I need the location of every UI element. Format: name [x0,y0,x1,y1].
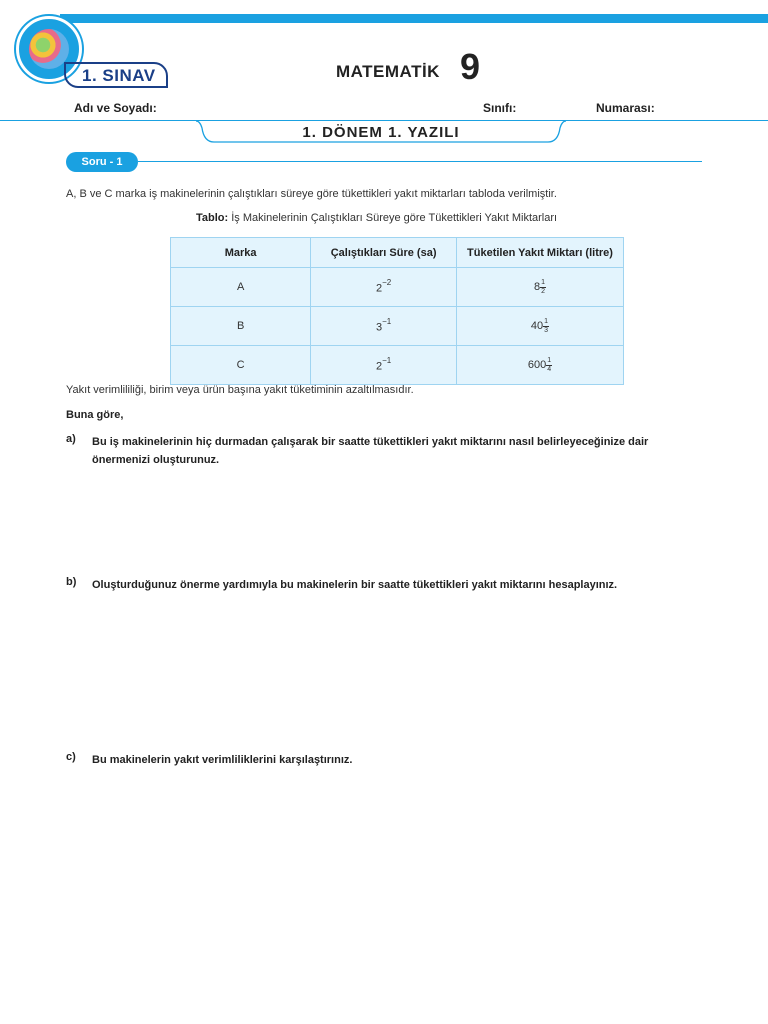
table-header: Çalıştıkları Süre (sa) [311,238,457,268]
brand-cell: A [171,268,311,307]
table-row [171,346,624,385]
top-accent-bar [60,14,768,23]
time-cell: $2^{-2}$ [311,268,457,307]
fuel-cell: 40 $\frac{1}{3}$ [456,307,623,346]
efficiency-note: Yakıt verimlililiği, birim veya ürün başına yakıt tüketiminin azaltılmasıdır. [66,384,414,396]
table-row [171,307,624,346]
fuel-cell: 600 $\frac{1}{4}$ [456,346,623,385]
fuel-table [170,237,624,385]
term-banner [196,120,566,144]
part-b-text: Oluşturduğunuz önerme yardımıyla bu makinelerin bir saatte tükettikleri yakıt miktarını hesaplayınız. [92,579,618,591]
brand-cell: C [171,346,311,385]
subject-title: MATEMATİK [336,62,440,81]
time-cell: $2^{-1}$ [311,346,457,385]
question-divider [138,161,702,162]
question-intro: A, B ve C marka iş makinelerinin çalıştıkları süreye göre tükettikleri yakıt miktarları tabloda verilmiştir. [66,188,557,200]
term-title: 1. DÖNEM 1. YAZILI [302,124,460,141]
time-cell: $3^{-1}$ [311,307,457,346]
table-caption [196,212,557,224]
question-label-pill: Soru - 1 [66,152,138,172]
number-label: Numarası: [596,101,655,115]
brand-cell: B [171,307,311,346]
table-header: Tüketilen Yakıt Miktarı (litre) [456,238,623,268]
name-label: Adı ve Soyadı: [74,101,157,115]
part-a-text: Bu iş makinelerinin hiç durmadan çalışarak bir saatte tükettikleri yakıt miktarını nasıl belirleyeceğinize dair önermenizi oluşturunuz. [92,436,649,466]
part-c-text: Bu makinelerin yakıt verimliliklerini karşılaştırınız. [92,754,353,766]
part-a-label: a) [66,433,76,445]
table-header-row [171,238,624,268]
lead-text: Buna göre, [66,409,124,421]
table-caption-text: İş Makinelerinin Çalıştıkları Süreye göre Tükettikleri Yakıt Miktarları [231,212,558,224]
fuel-cell: 8 $\frac{1}{2}$ [456,268,623,307]
class-label: Sınıfı: [483,101,517,115]
grade-number: 9 [460,46,481,87]
table-row [171,268,624,307]
table-header: Marka [171,238,311,268]
exam-badge [64,62,168,88]
exam-label: 1. SINAV [82,66,156,85]
part-c-label: c) [66,751,76,763]
part-b-label: b) [66,576,77,588]
table-caption-bold: Tablo: [196,212,229,224]
